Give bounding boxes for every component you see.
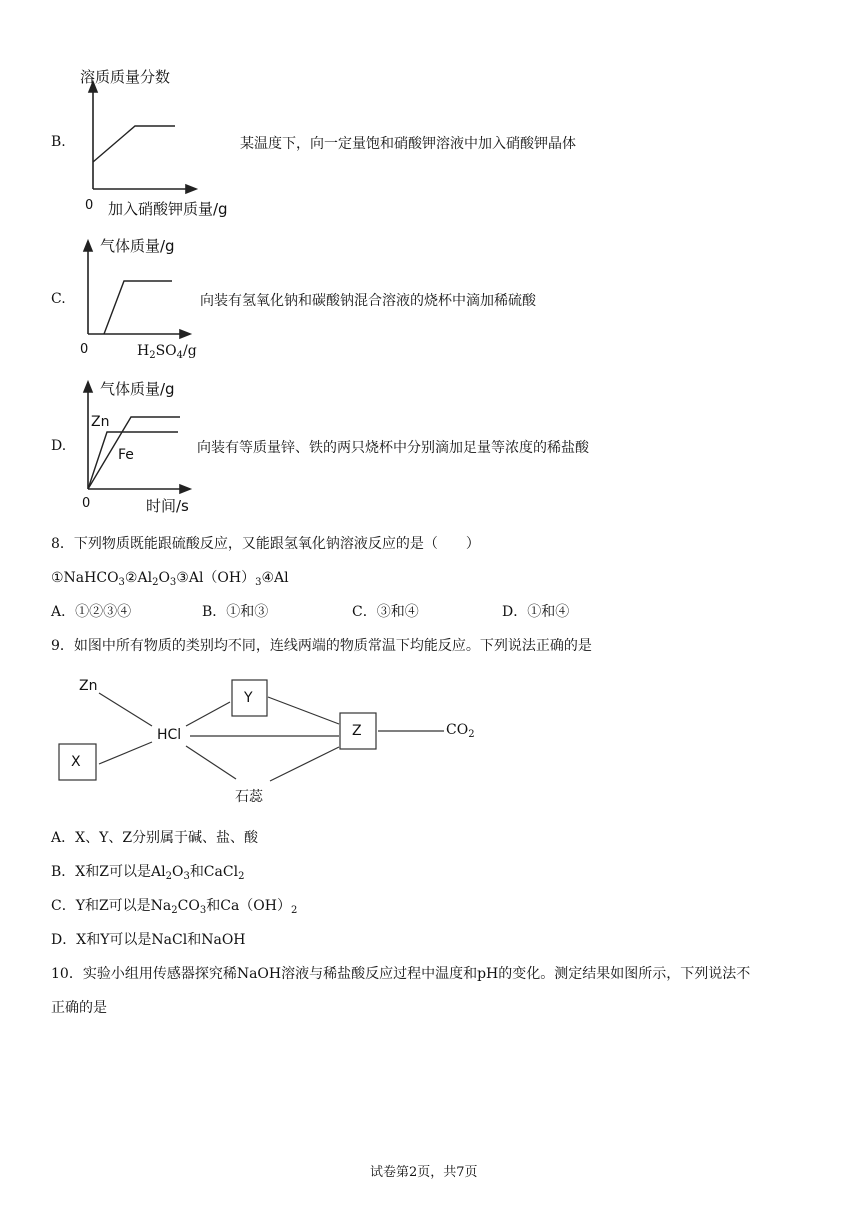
edge-litmus-z — [270, 747, 339, 781]
edge-y-z — [268, 697, 339, 724]
node-zn: Zn — [79, 678, 98, 694]
q8-stem: 8．下列物质既能跟硫酸反应，又能跟氢氧化钠溶液反应的是（ ） — [51, 536, 480, 552]
q9-option-b: B．X和Z可以是$Al_2O_3$和CaCl$_2$ — [51, 864, 245, 882]
q10-stem-line1: 10．实验小组用传感器探究稀NaOH溶液与稀盐酸反应过程中温度和pH的变化。测定结果如图所示，下列说法不 — [51, 966, 751, 982]
graph-c-curve — [104, 281, 172, 334]
graph-d-x-label: 时间/s — [146, 497, 189, 515]
graph-b-origin: 0 — [85, 198, 94, 213]
node-litmus: 石蕊 — [235, 789, 263, 805]
graph-c-x-label: $H_2SO_4/g$ — [137, 343, 197, 361]
graph-c-y-arrow — [84, 241, 92, 251]
q8-items: $①NaHCO_3②Al_2O_3③Al(OH)_3④Al$ — [51, 570, 289, 588]
q8-choice-b: B．①和③ — [202, 604, 269, 620]
graph-d-y-label: 气体质量/g — [100, 380, 175, 398]
edge-x-hcl — [99, 742, 152, 764]
edge-zn-hcl — [99, 693, 152, 726]
edge-hcl-litmus — [186, 746, 236, 779]
option-b-description: 某温度下，向一定量饱和硝酸钾溶液中加入硝酸钾晶体 — [240, 136, 576, 152]
graph-c-y-label: 气体质量/g — [100, 237, 175, 255]
graph-d-fe-label: Fe — [118, 447, 134, 463]
q9-stem: 9．如图中所有物质的类别均不同，连线两端的物质常温下均能反应。下列说法正确的是 — [51, 638, 592, 654]
q10-stem-line2: 正确的是 — [51, 1000, 107, 1016]
graph-d-x-arrow — [180, 485, 190, 493]
node-y: Y — [244, 690, 253, 706]
q9-option-c: C．Y和Z可以是$Na_2CO_3$和$Ca(OH)_2$ — [51, 898, 298, 916]
graph-b-x-arrow — [186, 185, 196, 193]
graph-d-y-arrow — [84, 382, 92, 392]
node-z: Z — [352, 723, 362, 739]
option-c-description: 向装有氢氧化钠和碳酸钠混合溶液的烧杯中滴加稀硫酸 — [200, 293, 536, 309]
graph-c-x-arrow — [180, 330, 190, 338]
q9-option-a: A．X、Y、Z分别属于碱、盐、酸 — [51, 830, 259, 846]
node-hcl: HCl — [157, 727, 182, 743]
edge-hcl-y — [186, 702, 230, 726]
option-b-letter: B. — [51, 134, 66, 150]
q9-option-d: D．X和Y可以是NaCl和NaOH — [51, 932, 246, 948]
q8-choice-a: A．①②③④ — [51, 604, 132, 620]
option-c-letter: C. — [51, 291, 66, 307]
node-co2: $CO_2$ — [446, 722, 475, 740]
option-d-letter: D. — [51, 438, 67, 454]
q8-choice-c: C．③和④ — [352, 604, 419, 620]
node-x: X — [71, 754, 81, 770]
option-d-description: 向装有等质量锌、铁的两只烧杯中分别滴加足量等浓度的稀盐酸 — [197, 440, 589, 456]
page-footer: 试卷第2页，共7页 — [370, 1165, 478, 1180]
graph-b-curve — [93, 126, 175, 162]
graph-d-origin: 0 — [82, 496, 91, 511]
graph-b — [89, 82, 196, 193]
graph-c-origin: 0 — [80, 342, 89, 357]
q8-choice-d: D．①和④ — [502, 604, 570, 620]
graph-b-y-label: 溶质质量分数 — [80, 68, 171, 86]
graph-d-zn-label: Zn — [91, 414, 110, 430]
graph-b-x-label: 加入硝酸钾质量/g — [108, 200, 228, 218]
